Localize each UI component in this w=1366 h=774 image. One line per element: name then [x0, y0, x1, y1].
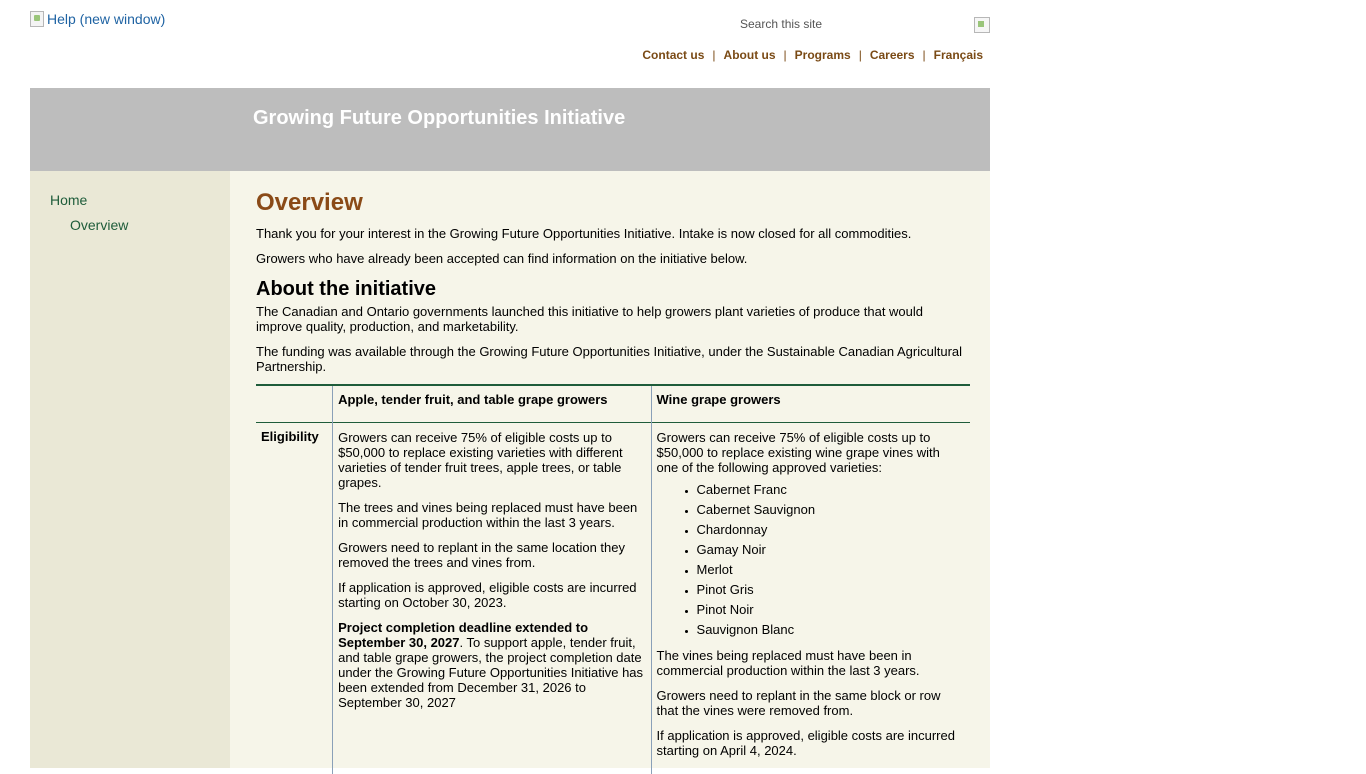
list-item: • Merlot: [697, 562, 965, 577]
help-image-icon: [30, 11, 44, 27]
wine-eligibility-cell: [651, 423, 970, 774]
nav-about-us[interactable]: About us: [724, 48, 776, 62]
sidebar: [30, 171, 230, 768]
wine-paragraph: Growers need to replant in the same block or row that the vines were removed from.: [657, 688, 965, 718]
table-header-apple: Apple, tender fruit, and table grape growers: [333, 385, 651, 423]
apple-eligibility-cell: [333, 423, 651, 774]
table-header-row: [256, 385, 970, 423]
help-link-label: Help (new window): [47, 11, 165, 27]
list-item: • Sauvignon Blanc: [697, 622, 965, 637]
list-item: • Cabernet Sauvignon: [697, 502, 965, 517]
eligibility-table: [256, 384, 970, 774]
list-item: • Pinot Noir: [697, 602, 965, 617]
list-item: • Pinot Gris: [697, 582, 965, 597]
page-title: Overview: [256, 189, 363, 217]
nav-careers[interactable]: Careers: [870, 48, 915, 62]
main-content: [230, 171, 990, 768]
sidebar-item-overview[interactable]: Overview: [70, 217, 128, 233]
nav-contact-us[interactable]: Contact us: [642, 48, 704, 62]
search-button-icon[interactable]: [974, 17, 990, 33]
list-item: • Gamay Noir: [697, 542, 965, 557]
apple-paragraph: The trees and vines being replaced must have been in commercial production within the last 3 years.: [338, 500, 645, 530]
about-paragraph-1: The Canadian and Ontario governments launched this initiative to help growers plant varieties of produce that would improve quality, production, and marketability.: [256, 304, 956, 334]
intro-paragraph-1: Thank you for your interest in the Growing Future Opportunities Initiative. Intake is now closed for all commodities.: [256, 226, 911, 241]
search-bar: [734, 12, 990, 36]
apple-paragraph: Growers can receive 75% of eligible costs up to $50,000 to replace existing varieties with different varieties of tender fruit trees, apple trees, or table grapes.: [338, 430, 645, 490]
wine-paragraph: The vines being replaced must have been in commercial production within the last 3 years.: [657, 648, 965, 678]
banner-title: Growing Future Opportunities Initiative: [253, 107, 625, 130]
list-item: • Chardonnay: [697, 522, 965, 537]
sidebar-item-home[interactable]: Home: [50, 192, 87, 208]
apple-paragraph: If application is approved, eligible costs are incurred starting on October 30, 2023.: [338, 580, 645, 610]
row-heading-eligibility: Eligibility: [256, 423, 333, 774]
top-navigation: [642, 48, 983, 62]
table-header-wine: Wine grape growers: [651, 385, 970, 423]
page-banner: [30, 88, 990, 171]
nav-separator: |: [712, 48, 715, 62]
about-heading: About the initiative: [256, 278, 436, 301]
list-item: • Cabernet Franc: [697, 482, 965, 497]
search-input[interactable]: [734, 13, 976, 35]
wine-paragraph: If application is approved, eligible costs are incurred starting on April 4, 2024.: [657, 728, 965, 758]
intro-paragraph-2: Growers who have already been accepted can find information on the initiative below.: [256, 251, 747, 266]
nav-separator: |: [859, 48, 862, 62]
deadline-bold: Project completion deadline extended to September 30, 2027: [338, 620, 588, 650]
wine-paragraph: Growers can receive 75% of eligible costs up to $50,000 to replace existing wine grape vines with one of the following approved varieties:: [657, 430, 965, 475]
deadline-text: . To support apple, tender fruit, and table grape growers, the project completion date under the Growing Future Opportunities Initiative has been extended from December 31, 2026 to September 30, 2027: [338, 635, 643, 710]
table-row: [256, 423, 970, 774]
about-paragraph-2: The funding was available through the Growing Future Opportunities Initiative, under the Sustainable Canadian Agricultural Partnership.: [256, 344, 970, 374]
apple-deadline-paragraph: [338, 620, 645, 710]
table-header-empty: [256, 385, 333, 423]
varieties-list: [657, 482, 965, 637]
nav-separator: |: [784, 48, 787, 62]
nav-separator: |: [923, 48, 926, 62]
apple-paragraph: Growers need to replant in the same location they removed the trees and vines from.: [338, 540, 645, 570]
help-link[interactable]: [30, 11, 165, 27]
nav-francais[interactable]: Français: [934, 48, 983, 62]
nav-programs[interactable]: Programs: [795, 48, 851, 62]
